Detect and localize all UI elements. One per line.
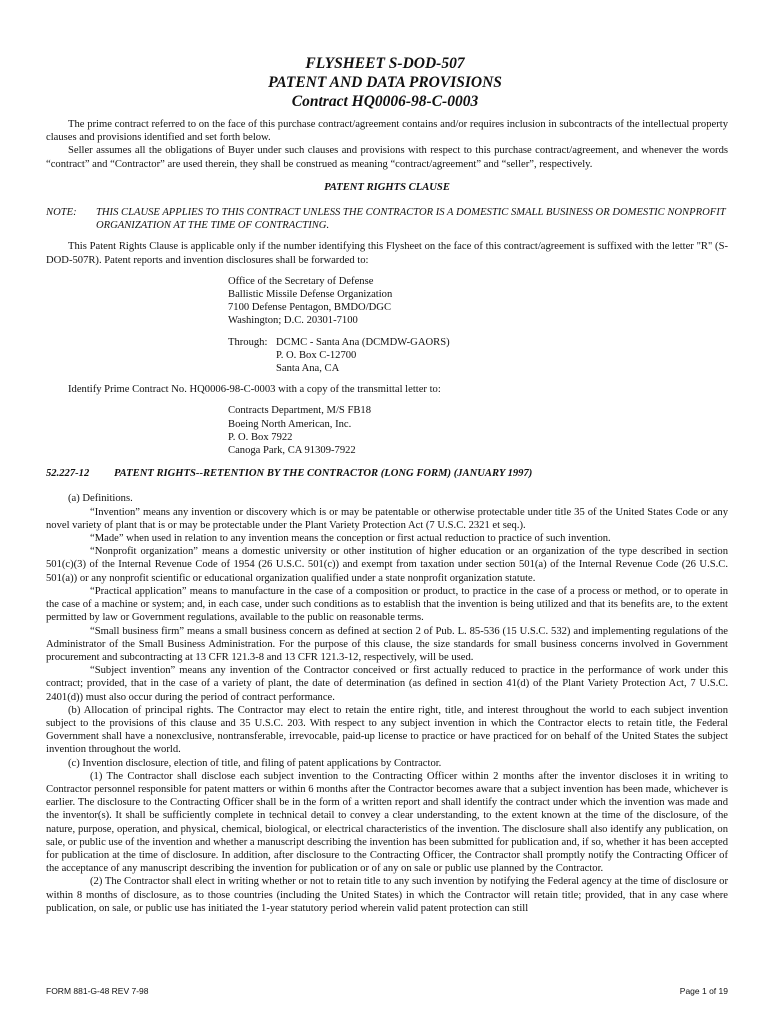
definition-subject-invention: “Subject invention” means any invention of the Contractor conceived or first actually reduced to practice in the performance of work under this contract; provided, that in the case of a variety of plant, the date of determination (as defined in section 41(d) of the Plant Variety Protection Act, 7 U.S.C. 2401(d)) must also occur during the period of contract performance. [46,665,728,703]
definition-invention: “Invention” means any invention or discovery which is or may be patentable or otherwise protectable under title 35 of the United States Code or any novel variety of plant that is or may be protectable under the Plant Variety Protection Act (7 U.S.C. 2321 et seq.). [46,506,728,531]
clause-heading [46,467,728,480]
title-flysheet: FLYSHEET S-DOD-507 [305,55,465,72]
page-number: Page 1 of 19 [679,986,728,996]
note-block [46,206,728,232]
disclosure-heading: (c) Invention disclosure, election of title, and filing of patent applications by Contractor. [68,757,442,769]
through-address [228,336,728,376]
address-line: P. O. Box C-12700 [276,349,357,361]
definition-small-business: “Small business firm” means a small business concern as defined at section 2 of Pub. L. 85-536 (15 U.S.C. 532) and implementing regulations of the Administrator of the Small Business Administration. For the purpose of this clause, the size standards for small business concerns involved in Government procurement and subcontracting at 13 CFR 121.3-8 and 13 CFR 121.3-12, respectively, will be used. [46,625,728,663]
disclosure-paragraph-1: (1) The Contractor shall disclose each subject invention to the Contracting Officer within 2 months after the inventor discloses it in writing to Contractor personnel responsible for patent matters or within 6 months after the Contractor becomes aware that a subject invention has been made, whichever is earlier. The disclosure to the Contracting Officer shall be in the form of a written report and shall identify the contract under which the invention was made and the inventor(s). It shall be sufficiently complete in technical detail to convey a clear understanding, to the extent known at the time of the disclosure, of the nature, purpose, operation, and physical, chemical, biological, or electrical characteristics of the invention. The disclosure shall also identify any publication, on sale, or public use of the invention and whether a manuscript describing the invention has been submitted for publication and, if so, whether it has been accepted for publication at the time of disclosure. In addition, after disclosure to the Contracting Officer, the Contractor shall promptly notify the Contracting Officer of the acceptance of any manuscript describing the invention for publication or of any on sale or public use planned by the Contractor. [46,770,728,875]
address-line: 7100 Defense Pentagon, BMDO/DGC [228,302,392,314]
address-line: Santa Ana, CA [276,363,340,375]
definition-practical-application: “Practical application” means to manufacture in the case of a composition or product, to practice in the case of a process or method, or to operate in the case of a machine or system; and, in each case, under such conditions as to establish that the invention is being utilized and that its benefits are, to the extent permitted by law or Government regulations, available to the public on reasonable terms. [46,585,728,624]
title-provisions: PATENT AND DATA PROVISIONS [268,74,502,91]
form-number: FORM 881-G-48 REV 7-98 [46,986,149,996]
definitions-heading: (a) Definitions. [68,493,133,505]
clause-title: PATENT RIGHTS--RETENTION BY THE CONTRACTOR (LONG FORM) (JANUARY 1997) [114,468,533,480]
address-line: DCMC - Santa Ana (DCMDW-GAORS) [276,336,450,348]
address-line: Contracts Department, M/S FB18 [228,405,372,417]
note-text: THIS CLAUSE APPLIES TO THIS CONTRACT UNLESS THE CONTRACTOR IS A DOMESTIC SMALL BUSINESS OR DOMESTIC NONPROFIT ORGANIZATION AT THE TIME OF CONTRACTING. [96,207,726,232]
title-contract: Contract HQ0006-98-C-0003 [291,93,479,110]
address-line: Canoga Park, CA 91309-7922 [228,445,356,457]
document-title [0,54,770,111]
through-label: Through: [228,336,268,348]
address-line: Washington; D.C. 20301-7100 [228,315,358,327]
address-line: Boeing North American, Inc. [228,418,352,430]
definition-made: “Made” when used in relation to any invention means the conception or first actual reduction to practice of such invention. [90,533,611,545]
clause-number: 52.227-12 [46,468,90,480]
contracts-address [228,404,728,457]
note-label: NOTE: [46,207,77,219]
definition-nonprofit: “Nonprofit organization” means a domestic university or other institution of higher education or an organization of the type described in section 501(c)(3) of the Internal Revenue Code of 1954 (26 U.S.C. 501(c)) and exempt from taxation under section 501(a) of the Internal Revenue Code (26 U.S.C. 501(a)) or any nonprofit scientific or educational organization qualified under a state nonprofit organization statute. [46,546,728,584]
document-body [46,118,728,915]
page-footer [46,986,728,996]
intro-paragraph-2: Seller assumes all the obligations of Buyer under such clauses and provisions with respect to this purchase contract/agreement, and whenever the words “contract” and “Contractor” are used therein, they shall be construed as meaning “contract/agreement” and “seller”, respectively. [46,145,728,170]
applicability-paragraph: This Patent Rights Clause is applicable only if the number identifying this Flysheet on the face of this contract/agreement is suffixed with the letter "R" (S-DOD-507R). Patent reports and invention disclosures shall be forwarded to: [46,241,728,266]
address-line: P. O. Box 7922 [228,431,293,443]
patent-rights-heading: PATENT RIGHTS CLAUSE [324,181,450,193]
address-line: Office of the Secretary of Defense [228,275,374,287]
intro-paragraph-1: The prime contract referred to on the face of this purchase contract/agreement contains and/or requires inclusion in subcontracts of the intellectual property clauses and provisions identified and set forth below. [46,119,728,144]
disclosure-paragraph-2: (2) The Contractor shall elect in writing whether or not to retain title to any such invention by notifying the Federal agency at the time of disclosure or within 8 months of disclosure, as to those countries (including the United States) in which the Contractor will retain title; provided, that in any case where publication, on sale, or public use has initiated the 1-year statutory period wherein valid patent protection can still [46,876,728,914]
forwarding-address [228,275,728,328]
address-line: Ballistic Missile Defense Organization [228,289,393,301]
identify-paragraph: Identify Prime Contract No. HQ0006-98-C-0003 with a copy of the transmittal letter to: [68,384,441,396]
allocation-paragraph: (b) Allocation of principal rights. The Contractor may elect to retain the entire right, title, and interest throughout the world to each subject invention subject to the provisions of this clause and 35 U.S.C. 203. With respect to any subject invention in which the Contractor elects to retain title, the Federal Government shall have a nonexclusive, nontransferable, irrevocable, paid-up license to practice or have practiced for on behalf of the United States the subject invention throughout the world. [46,704,728,756]
